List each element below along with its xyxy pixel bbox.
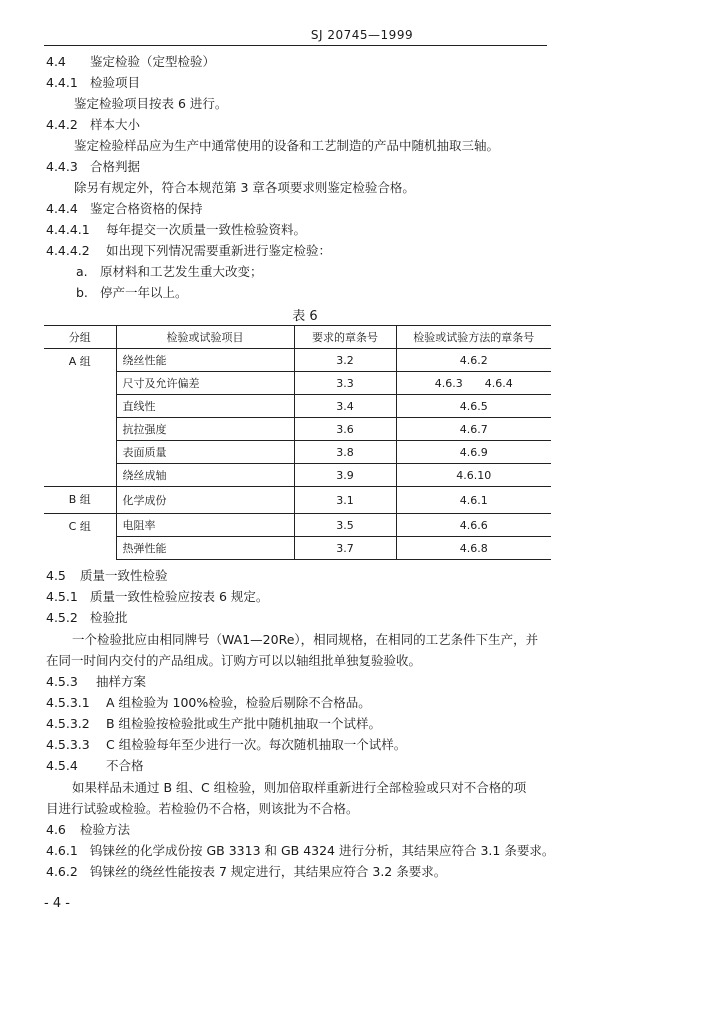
clause-4-5-4 bbox=[46, 758, 144, 774]
clause-text: 每年提交一次质量一致性检验资料。 bbox=[106, 222, 307, 237]
clause-number: 4.4.4 bbox=[46, 201, 78, 216]
clause-number: 4.5.3.1 bbox=[46, 695, 90, 710]
column-header: 要求的章条号 bbox=[294, 326, 396, 349]
item-cell: 绕丝成轴 bbox=[116, 464, 294, 487]
clause-4-4-4-2 bbox=[46, 243, 331, 259]
item-cell: 化学成份 bbox=[116, 487, 294, 514]
clause-number: 4.4.4.1 bbox=[46, 222, 90, 237]
table-row bbox=[44, 441, 551, 464]
clause-4-4-3 bbox=[46, 159, 140, 175]
clause-title: 检验项目 bbox=[90, 75, 141, 90]
clause-text: C 组检验每年至少进行一次。每次随机抽取一个试样。 bbox=[106, 737, 407, 752]
clause-number: 4.6.1 bbox=[46, 843, 78, 858]
clause-4-5-3 bbox=[46, 674, 146, 690]
req-clause-cell: 3.6 bbox=[294, 418, 396, 441]
method-clause-cell: 4.6.1 bbox=[396, 487, 551, 514]
method-clause-cell: 4.6.2 bbox=[396, 349, 551, 372]
column-header: 检验或试验方法的章条号 bbox=[396, 326, 551, 349]
table-header-row bbox=[44, 326, 551, 349]
list-marker: b. bbox=[76, 285, 88, 300]
table-row bbox=[44, 487, 551, 514]
method-clause-cell: 4.6.10 bbox=[396, 464, 551, 487]
req-clause-cell: 3.3 bbox=[294, 372, 396, 395]
clause-text: 如出现下列情况需要重新进行鉴定检验： bbox=[106, 243, 332, 258]
clause-number: 4.6.2 bbox=[46, 864, 78, 879]
req-clause-cell: 3.5 bbox=[294, 514, 396, 537]
group-cell: A 组 bbox=[44, 349, 116, 487]
item-cell: 抗拉强度 bbox=[116, 418, 294, 441]
clause-number: 4.6 bbox=[46, 822, 66, 837]
clause-4-5-2 bbox=[46, 610, 128, 626]
list-item-a bbox=[76, 264, 263, 280]
clause-title: 检验批 bbox=[90, 610, 128, 625]
item-cell: 绕丝性能 bbox=[116, 349, 294, 372]
clause-text: A 组检验为 100%检验，检验后剔除不合格品。 bbox=[106, 695, 371, 710]
clause-number: 4.4.3 bbox=[46, 159, 78, 174]
page-number: - 4 - bbox=[44, 896, 70, 911]
list-text: 停产一年以上。 bbox=[100, 285, 188, 300]
table-row bbox=[44, 418, 551, 441]
clause-number: 4.5.1 bbox=[46, 589, 78, 604]
clause-title: 质量一致性检验 bbox=[80, 568, 168, 583]
clause-4-6-2 bbox=[46, 864, 446, 880]
item-cell: 电阻率 bbox=[116, 514, 294, 537]
method-clause-cell: 4.6.8 bbox=[396, 537, 551, 560]
clause-title: 鉴定合格资格的保持 bbox=[90, 201, 203, 216]
document-code: SJ 20745—1999 bbox=[310, 28, 414, 42]
clause-4-4-2 bbox=[46, 117, 140, 133]
clause-text: 质量一致性检验应按表 6 规定。 bbox=[90, 589, 269, 604]
clause-number: 4.4.1 bbox=[46, 75, 78, 90]
clause-4-5-3-2 bbox=[46, 716, 381, 732]
clause-4-6-1 bbox=[46, 843, 554, 859]
method-clause-cell: 4.6.5 bbox=[396, 395, 551, 418]
req-clause-cell: 3.9 bbox=[294, 464, 396, 487]
group-cell: C 组 bbox=[44, 514, 116, 560]
column-header: 分组 bbox=[44, 326, 116, 349]
item-cell: 表面质量 bbox=[116, 441, 294, 464]
clause-title: 鉴定检验（定型检验） bbox=[90, 54, 216, 69]
clause-4-5-2-body-line: 一个检验批应由相同牌号（WA1—20Re），相同规格，在相同的工艺条件下生产，并 bbox=[72, 632, 539, 647]
req-clause-cell: 3.2 bbox=[294, 349, 396, 372]
clause-4-5-3-3 bbox=[46, 737, 406, 753]
table-row bbox=[44, 395, 551, 418]
method-clause-cell: 4.6.9 bbox=[396, 441, 551, 464]
item-cell: 热弹性能 bbox=[116, 537, 294, 560]
clause-number: 4.5.3.3 bbox=[46, 737, 90, 752]
item-cell: 直线性 bbox=[116, 395, 294, 418]
table-row bbox=[44, 537, 551, 560]
clause-4-5-2-body-line: 在同一时间内交付的产品组成。订购方可以以轴组批单独复验验收。 bbox=[46, 653, 422, 668]
clause-4-6 bbox=[46, 822, 130, 838]
table-row bbox=[44, 514, 551, 537]
table-caption: 表 6 bbox=[292, 309, 318, 324]
clause-number: 4.5.3.2 bbox=[46, 716, 90, 731]
method-clause-cell: 4.6.3 4.6.4 bbox=[396, 372, 551, 395]
clause-number: 4.5 bbox=[46, 568, 66, 583]
clause-number: 4.4 bbox=[46, 54, 66, 69]
clause-4-5 bbox=[46, 568, 168, 584]
list-marker: a. bbox=[76, 264, 88, 279]
req-clause-cell: 3.1 bbox=[294, 487, 396, 514]
clause-4-4-4 bbox=[46, 201, 203, 217]
table-row bbox=[44, 372, 551, 395]
clause-text: 钨铼丝的化学成份按 GB 3313 和 GB 4324 进行分析，其结果应符合 3.1 条要求。 bbox=[90, 843, 555, 858]
clause-4-4-3-body: 除另有规定外，符合本规范第 3 章各项要求则鉴定检验合格。 bbox=[74, 180, 415, 195]
clause-4-4-1-body: 鉴定检验项目按表 6 进行。 bbox=[74, 96, 228, 111]
clause-4-5-4-body-line: 目进行试验或检验。若检验仍不合格，则该批为不合格。 bbox=[46, 801, 359, 816]
clause-title: 样本大小 bbox=[90, 117, 141, 132]
req-clause-cell: 3.8 bbox=[294, 441, 396, 464]
clause-number: 4.4.4.2 bbox=[46, 243, 90, 258]
list-item-b bbox=[76, 285, 188, 301]
clause-4-4-2-body: 鉴定检验样品应为生产中通常使用的设备和工艺制造的产品中随机抽取三轴。 bbox=[74, 138, 500, 153]
header-rule bbox=[44, 45, 547, 46]
req-clause-cell: 3.7 bbox=[294, 537, 396, 560]
table-row bbox=[44, 349, 551, 372]
list-text: 原材料和工艺发生重大改变； bbox=[100, 264, 263, 279]
clause-title: 抽样方案 bbox=[96, 674, 147, 689]
clause-number: 4.4.2 bbox=[46, 117, 78, 132]
item-cell: 尺寸及允许偏差 bbox=[116, 372, 294, 395]
table-6 bbox=[44, 325, 551, 560]
clause-title: 合格判据 bbox=[90, 159, 141, 174]
table-row bbox=[44, 464, 551, 487]
clause-4-5-3-1 bbox=[46, 695, 371, 711]
clause-4-5-1 bbox=[46, 589, 268, 605]
column-header: 检验或试验项目 bbox=[116, 326, 294, 349]
clause-4-4-4-1 bbox=[46, 222, 306, 238]
method-clause-cell: 4.6.6 bbox=[396, 514, 551, 537]
method-clause-cell: 4.6.7 bbox=[396, 418, 551, 441]
clause-4-4 bbox=[46, 54, 215, 70]
clause-4-4-1 bbox=[46, 75, 140, 91]
clause-title: 不合格 bbox=[106, 758, 144, 773]
group-cell: B 组 bbox=[44, 487, 116, 514]
clause-4-5-4-body-line: 如果样品未通过 B 组、C 组检验，则加倍取样重新进行全部检验或只对不合格的项 bbox=[72, 780, 527, 795]
req-clause-cell: 3.4 bbox=[294, 395, 396, 418]
clause-text: B 组检验按检验批或生产批中随机抽取一个试样。 bbox=[106, 716, 382, 731]
clause-number: 4.5.4 bbox=[46, 758, 78, 773]
clause-number: 4.5.3 bbox=[46, 674, 78, 689]
clause-number: 4.5.2 bbox=[46, 610, 78, 625]
clause-text: 钨铼丝的绕丝性能按表 7 规定进行，其结果应符合 3.2 条要求。 bbox=[90, 864, 447, 879]
clause-title: 检验方法 bbox=[80, 822, 131, 837]
